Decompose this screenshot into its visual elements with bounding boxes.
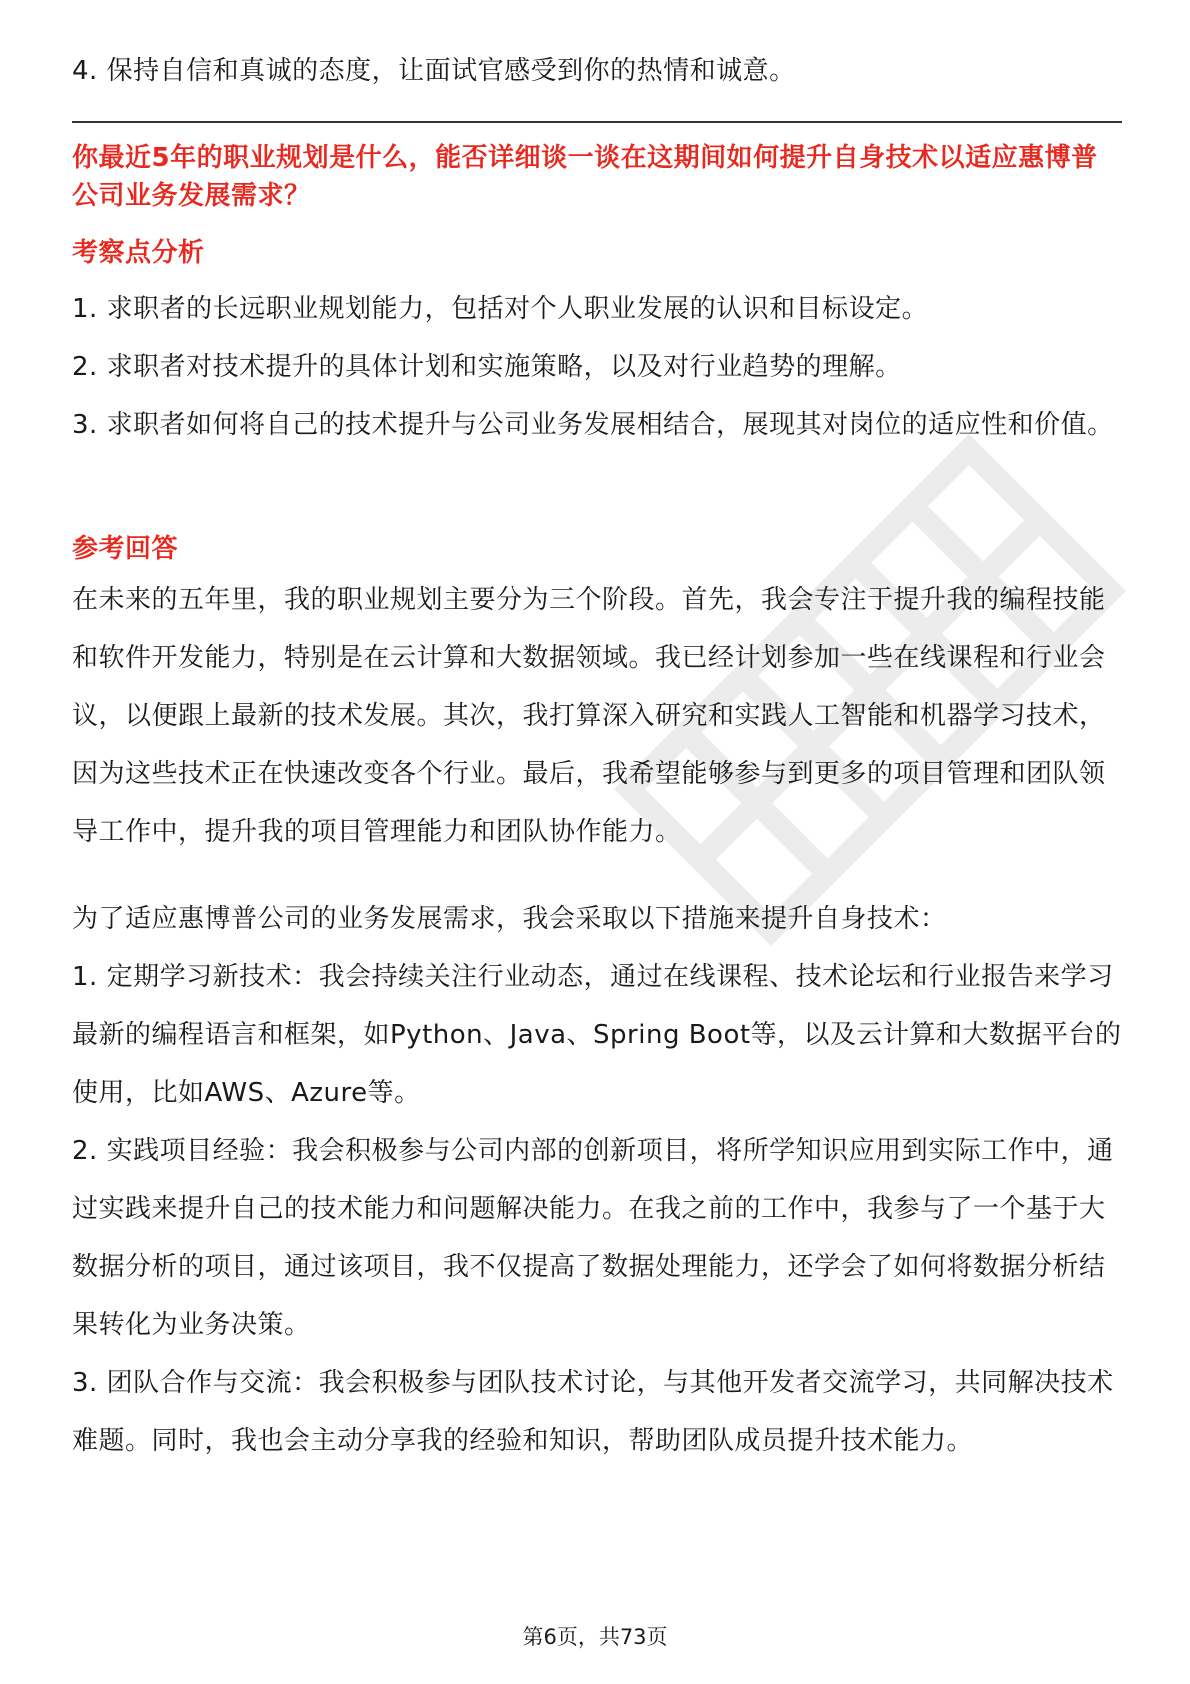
- answer-heading: 参考回答: [72, 534, 179, 564]
- section-divider: [72, 121, 1122, 123]
- analysis-item: 3. 求职者如何将自己的技术提升与公司业务发展相结合，展现其对岗位的适应性和价值。: [72, 410, 1114, 440]
- analysis-item: 1. 求职者的长远职业规划能力，包括对个人职业发展的认识和目标设定。: [72, 294, 929, 324]
- previous-answer-item: 4. 保持自信和真诚的态度，让面试官感受到你的热情和诚意。: [72, 56, 796, 86]
- page-footer: 第6页，共73页: [522, 1625, 668, 1649]
- answer-paragraph-1: 在未来的五年里，我的职业规划主要分为三个阶段。首先，我会专注于提升我的编程技能和软件开发能力，特别是在云计算和大数据领域。我已经计划参加一些在线课程和行业会议，以便跟上最新的技术发展。其次，我打算深入研究和实践人工智能和机器学习技术，因为这些技术正在快速改变各个行业。最后，我希望能够参与到更多的项目管理和团队领导工作中，提升我的项目管理能力和团队协作能力。: [72, 585, 1106, 847]
- analysis-item: 2. 求职者对技术提升的具体计划和实施策略，以及对行业趋势的理解。: [72, 352, 902, 382]
- answer-measures: [72, 890, 1122, 1470]
- measure-item: 1. 定期学习新技术：我会持续关注行业动态，通过在线课程、技术论坛和行业报告来学习最新的编程语言和框架，如Python、Java、Spring Boot等，以及云计算和大数据平台的使用，比如AWS、Azure等。: [72, 962, 1122, 1108]
- measures-intro: 为了适应惠博普公司的业务发展需求，我会采取以下措施来提升自身技术：: [72, 904, 947, 934]
- interview-question: 你最近5年的职业规划是什么，能否详细谈一谈在这期间如何提升自身技术以适应惠博普公司业务发展需求？: [72, 143, 1098, 211]
- measure-item: 2. 实践项目经验：我会积极参与公司内部的创新项目，将所学知识应用到实际工作中，通过实践来提升自己的技术能力和问题解决能力。在我之前的工作中，我参与了一个基于大数据分析的项目，通过该项目，我不仅提高了数据处理能力，还学会了如何将数据分析结果转化为业务决策。: [72, 1136, 1114, 1340]
- analysis-heading: 考察点分析: [72, 238, 205, 268]
- measure-item: 3. 团队合作与交流：我会积极参与团队技术讨论，与其他开发者交流学习，共同解决技术难题。同时，我也会主动分享我的经验和知识，帮助团队成员提升技术能力。: [72, 1368, 1114, 1456]
- answer-paragraph: [72, 571, 1122, 861]
- analysis-list: [72, 280, 1122, 454]
